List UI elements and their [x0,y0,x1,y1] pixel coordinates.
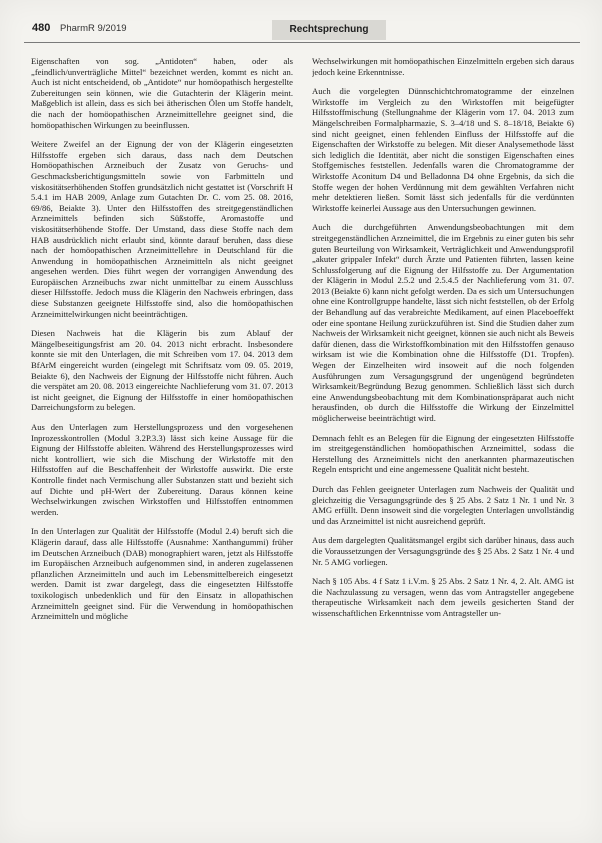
right-column [312,56,574,828]
left-column [31,56,293,828]
paragraph: Eigenschaften von sog. „Antidoten“ haben, oder als „feindlich/unverträgliche Mittel“ bezeichnet werden, kommt es nicht an. Auch ist nicht entscheidend, ob „Antidote“ nur homöopathisch hergestellte Zubereitungen sein können, wie die Gutachterin der Klägerin meint. Maßgeblich ist allein, dass es sich bei ätherischen Ölen um Stoffe handelt, die nach der homöopathischen Arzneimittellehre geeignet sind, die homöopathischen Wirkungen zu beeinflussen. [31,56,293,130]
paragraph: Durch das Fehlen geeigneter Unterlagen zum Nachweis der Qualität und gleichzeitig die Versagungsgründe des § 25 Abs. 2 Satz 1 Nr. 1 und Nr. 3 AMG erfüllt. Denn insoweit sind die vorgelegten Unterlagen unvollständig und das Arzneimittel ist nicht ausreichend geprüft. [312,483,574,526]
paragraph: Nach § 105 Abs. 4 f Satz 1 i.V.m. § 25 Abs. 2 Satz 1 Nr. 4, 2. Alt. AMG ist die Nachzulassung zu versagen, wenn das vom Antragsteller angegebene therapeutische Wirksamkeit nach dem jeweils gesicherten Stand der wissenschaftlichen Erkenntnisse vom Antragsteller un- [312,576,574,618]
page-header [24,20,580,42]
paragraph: Auch die vorgelegten Dünnschichtchromatogramme der einzelnen Wirkstoffe im Vergleich zu den Wirkstoffen mit beigefügter Hilfsstoffmischung (Stellungnahme der Klägerin vom 17. 04. 2013 zum Mängelschreiben Formalpharmazie, S. 3–4/18 und S. 8–18/18, Beiakte 6) sind nicht geeignet, einen fehlenden Einfluss der Hilfsstoffe auf die Eigenschaften der Wirkstoffe zu belegen. Mit dieser Analysemethode lässt sich lediglich die Identität, aber nicht die sonstigen Eigenschaften eines Stoffgemisches feststellen. Jedenfalls waren die Chromatogramme der Wirkstoffe Aconitum D4 und Belladonna D4 ohne Ergebnis, da sich die Stoffe wegen der hohen Verdünnung mit dem gewählten Verfahren nicht mehr detektieren ließen. Somit lässt sich jedenfalls für die verdünnten Wirkstoffe keinerlei Aussage aus den Untersuchungen gewinnen. [312,86,574,213]
paragraph: Aus dem dargelegten Qualitätsmangel ergibt sich darüber hinaus, dass auch die Voraussetzungen der Versagungsgründe des § 25 Abs. 2 Satz 1 Nr. 4 und Nr. 5 AMG vorliegen. [312,535,574,567]
paragraph: Wechselwirkungen mit homöopathischen Einzelmitteln ergeben sich daraus jedoch keine Erkenntnisse. [312,56,574,77]
paragraph: Diesen Nachweis hat die Klägerin bis zum Ablauf der Mängelbeseitigungsfrist am 20. 04. 2013 nicht erbracht. Insbesondere konnte sie mit den Unterlagen, die mit Schreiben vom 17. 04. 2013 dem BfArM eingereicht wurden (eingelegt mit Schriftsatz vom 09. 05. 2019, Beiakte 6), den Nachweis der Eignung der Hilfsstoffe nicht führen. Auch die verspätet am 20. 08. 2013 eingereichte Nachlieferung vom 31. 07. 2013 ist nicht geeignet, die Eignung der Hilfsstoffe in einer homöopathischen Darreichungsform zu belegen. [31,328,293,413]
journal-citation: PharmR 9/2019 [60,23,127,34]
paragraph: In den Unterlagen zur Qualität der Hilfsstoffe (Modul 2.4) beruft sich die Klägerin darauf, dass alle Hilfsstoffe (Ausnahme: Xanthangummi) früher im Deutschen Arzneibuch (DAB) monographiert waren, jetzt als Hilfsstoffe im Europäischen Arzneibuch aufgenommen sind, in anderen zugelassenen pflanzlichen Arzneimitteln und auch im Lebensmittelbereich eingesetzt werden. Damit ist zwar dargelegt, dass die eingesetzten Hilfsstoffe toxikologisch unbedenklich und für den Einsatz in allopathischen Arzneimitteln geeignet sind. Für die Verwendung in homöopathischen Arzneimitteln und mögliche [31,526,293,622]
paragraph: Auch die durchgeführten Anwendungsbeobachtungen mit dem streitgegenständlichen Arzneimittel, die im Ergebnis zu einer guten bis sehr guten Beurteilung von Wirksamkeit, Verträglichkeit und Anwendungsprofil „akuter grippaler Infekt“ durch Ärzte und Patienten führten, lassen keine Schlussfolgerung auf die Eignung der Hilfsstoffe zu. Der Argumentation der Klägerin in Modul 2.5.2 und 2.5.4.5 der Nachlieferung vom 31. 07. 2013 (Beiakte 6) kann nicht gefolgt werden. Da es sich um Untersuchungen ohne eine Kontrollgruppe handelte, lässt sich nicht feststellen, ob der Erfolg der Behandlung auf das verabreichte Medikament, auf einen Placeboeffekt oder eine spontane Heilung zurückzuführen ist. Sind die Studien daher zum Nachweis der Wirksamkeit nicht geeignet, können sie auch nicht als Beweis dafür dienen, dass die Wirkstoffkombination mit den Hilfsstoffen genauso wirksam ist wie die Kombination ohne die Hilfsstoffe (D1. Tropfen). Wegen der Einzelheiten wird insoweit auf die noch folgenden Ausführungen zum Versagungsgrund der ungenügend begründeten Wirksamkeit/Begründung Bezug genommen. Schließlich lässt sich durch eine Anwendungsbeobachtung mit dem Kombinationspräparat auch nicht herausfinden, ob durch die Hilfsstoffe die Wirkung der Einzelmittel möglicherweise beeinträchtigt wird. [312,222,574,423]
section-label: Rechtsprechung [272,20,386,40]
page-number: 480 [32,22,51,34]
paragraph: Weitere Zweifel an der Eignung der von der Klägerin eingesetzten Hilfsstoffe ergeben sich daraus, dass nach dem Deutschen Homöopathischen Arzneibuch der Zusatz von Geruchs- und Geschmacksberichtigungsmitteln sowie von Farbmitteln und viskositätserhöhenden Stoffen grundsätzlich nicht gestattet ist (Vorschrift H 5.4.1 im HAB 2009, Anlage zum Gutachten Dr. C. vom 25. 08. 2016, 69/86, Beiakte 3). Unter den Hilfsstoffen des streitgegenständlichen Arzneimittels befinden sich Süßstoffe, Aromastoffe und viskositätserhöhende Stoffe. Der Umstand, dass diese Stoffe nach dem HAB ausdrücklich nicht erlaubt sind, könnte darauf beruhen, dass diese nach der homöopathischen Arzneimittellehre in Deutschland für die Anwendung in homöopathischen Arzneimitteln als nicht geeignet angesehen werden. Dies führt wegen der vorrangigen Anwendung des Europäischen Arzneibuchs zwar nicht unmittelbar zu einem Ausschluss dieser Hilfsstoffe. Jedoch muss die Klägerin den Nachweis erbringen, dass diese Substanzen geeignete Hilfsstoffe sind, also die homöopathischen Arzneimittelwirkungen nicht beeinträchtigen. [31,139,293,319]
header-rule [24,42,580,43]
paragraph: Aus den Unterlagen zum Herstellungsprozess und den vorgesehenen Inprozesskontrollen (Modul 3.2P.3.3) lässt sich keine Aussage für die Eignung der Hilfsstoffe ableiten. Während des Herstellungsprozesses wird nicht kontrolliert, wie sich die Mischung der Wirkstoffe mit den Hilfsstoffen auf die Beschaffenheit der Wirkstoffe auswirkt. Die erste Kontrolle findet nach Vermischung aller Substanzen statt und bezieht sich auf Dichte und pH-Wert der Zubereitung. Daraus können keine Wechselwirkungen zwischen Wirkstoffen und Hilfsstoffen entnommen werden. [31,422,293,517]
paragraph: Demnach fehlt es an Belegen für die Eignung der eingesetzten Hilfsstoffe im streitgegenständlichen homöopathischen Arzneimittel, sodass die Herstellung des Arzneimittels nicht den anerkannten pharmazeutischen Regeln entspricht und eine angemessene Qualität nicht besteht. [312,432,574,475]
